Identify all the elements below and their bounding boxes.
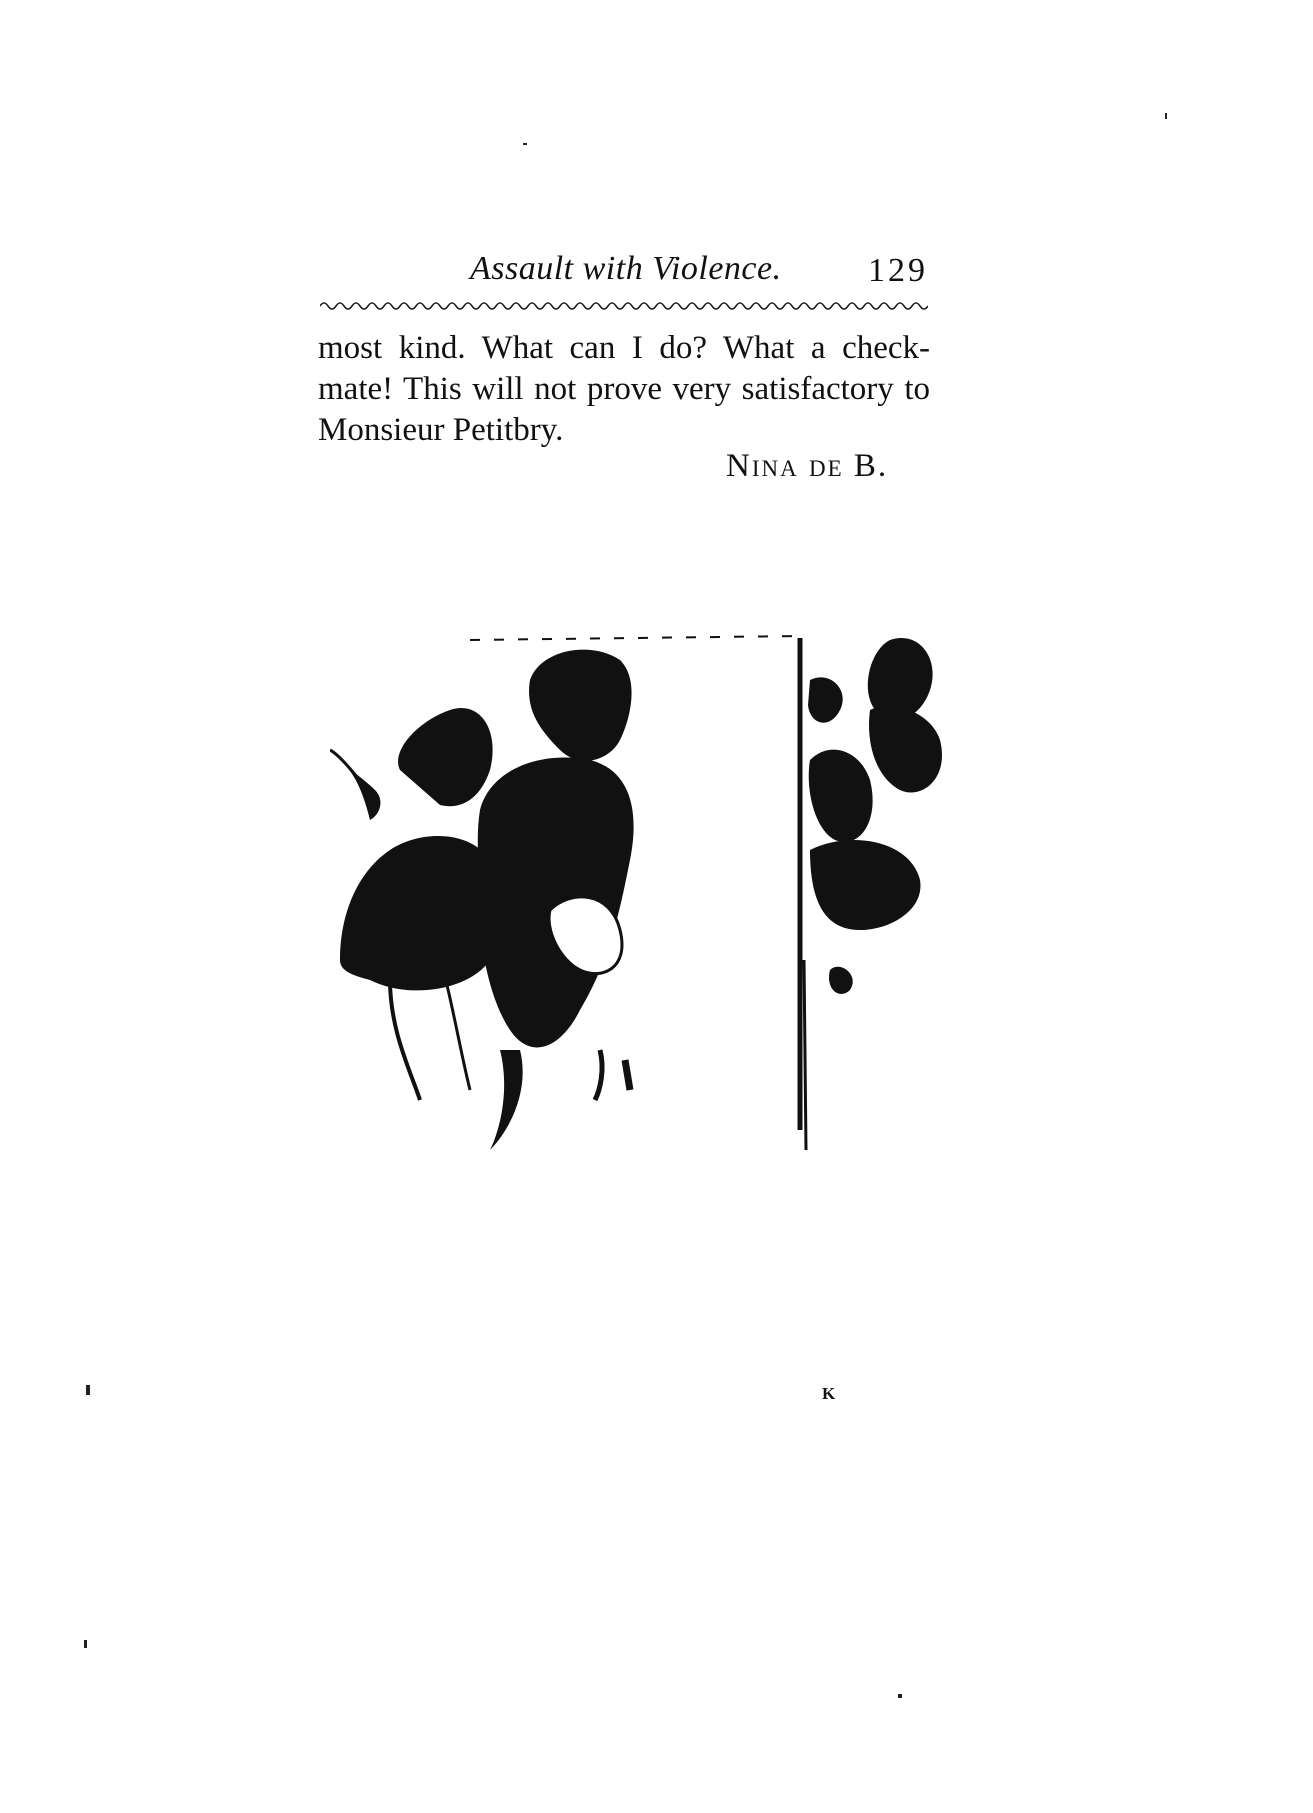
- speck-mark: [84, 1640, 87, 1648]
- speck-mark: [898, 1694, 902, 1698]
- author-signature: Nina de B.: [726, 448, 889, 484]
- running-title: Assault with Violence.: [470, 250, 782, 287]
- speck-mark: [86, 1385, 90, 1395]
- speck-mark: [1165, 113, 1167, 119]
- engraving-icon: [330, 630, 970, 1230]
- signature-mark: K: [822, 1384, 836, 1403]
- wavy-rule: [320, 300, 928, 312]
- body-paragraph: most kind. What can I do? What a check-mate! This will not prove very satisfactory to Monsieur Petitbry.: [318, 330, 930, 448]
- running-head: [320, 250, 928, 298]
- speck-mark: [523, 143, 527, 145]
- page-number: 129: [868, 252, 928, 289]
